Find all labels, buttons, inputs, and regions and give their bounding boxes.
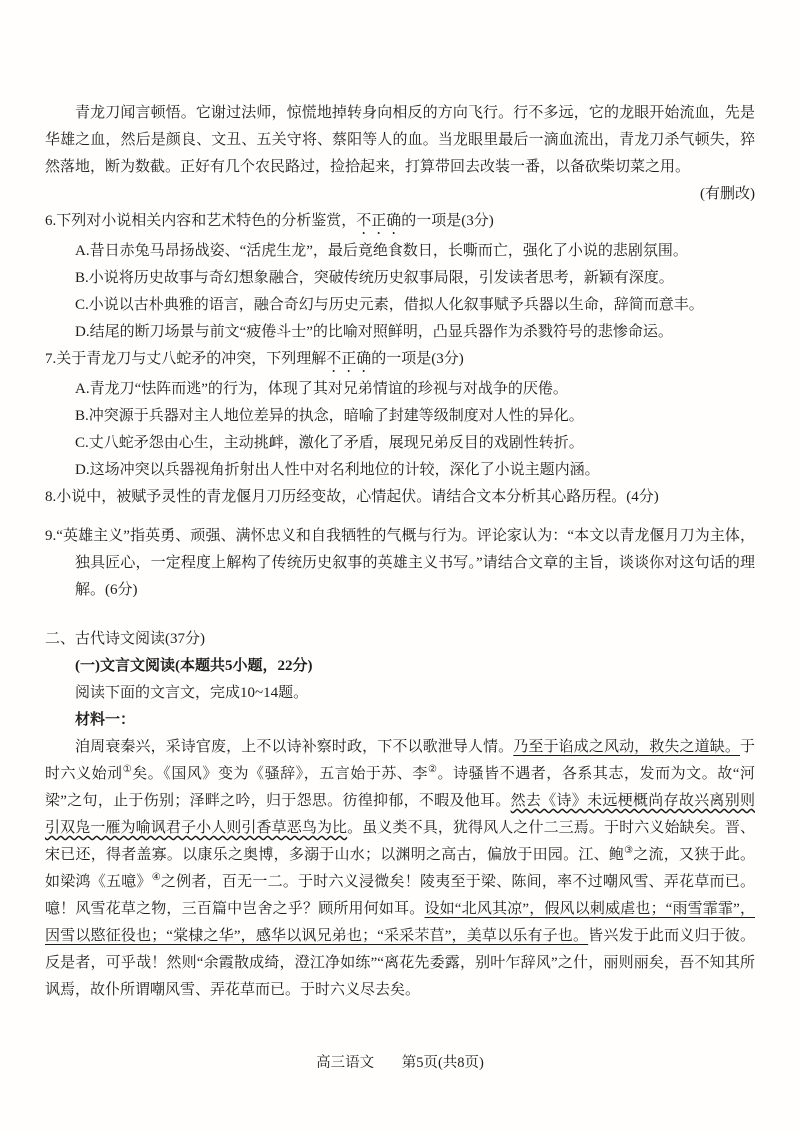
classical-segment: 矣。《国风》变为《骚辞》，五言始于苏、李 <box>132 766 429 782</box>
classical-underlined-segment: 乃至于谄成之风动，救失之道缺。 <box>513 739 740 755</box>
question-6-stem-suffix: 的一项是(3分) <box>401 213 494 229</box>
question-7-option-a: A.青龙刀“怯阵而逃”的行为，体现了其对兄弟情谊的珍视与对战争的厌倦。 <box>75 381 568 397</box>
question-6-option-b: B.小说将历史故事与奇幻想象融合，突破传统历史叙事局限，引发读者思考，新颖有深度。 <box>75 270 674 286</box>
classical-segment: 洎周衰秦兴，采诗官废，上不以诗补察时政，下不以歌泄导人情。 <box>75 739 514 755</box>
footnote-marker-1: ① <box>122 764 133 775</box>
question-6-stem <box>45 208 755 238</box>
classical-segment: 。虽义类不具，犹得风人之什二三焉。于时六义始缺矣。晋、宋已还，得者盖寡。以康乐之奥博，多溺于山水；以渊明之高古，偏放于田园。江、鲍 <box>45 820 755 863</box>
classical-segment: 之流，又狭于此。如梁鸿《五噫》 <box>45 847 755 890</box>
classical-segment: 。诗骚皆不遇者，各系其志，发而为文。故“河梁”之句，止于伤别；泽畔之吟，归于怨思。彷徨抑郁，不暇及他耳。 <box>45 766 755 809</box>
question-6-option-c: C.小说以古朴典雅的语言，融合奇幻与历史元素，借拟人化叙事赋予兵器以生命，辞简而意丰。 <box>75 297 704 313</box>
question-9: 9.“英雄主义”指英勇、顽强、满怀忠义和自我牺牲的气概与行为。评论家认为：“本文以青龙偃月刀为主体，独具匠心，一定程度上解构了传统历史叙事的英雄主义书写。”请结合文章的主旨，谈谈你对这句话的理解。(6分) <box>45 528 755 598</box>
question-7-option-c: C.丈八蛇矛怨由心生，主动挑衅，激化了矛盾，展现兄弟反目的戏剧性转折。 <box>75 435 584 451</box>
footnote-marker-2: ② <box>428 764 438 775</box>
question-8: 8.小说中，被赋予灵性的青龙偃月刀历经变故，心情起伏。请结合文本分析其心路历程。(4分) <box>45 489 659 505</box>
fiction-closing-paragraph: 青龙刀闻言顿悟。它谢过法师，惊慌地掉转身向相反的方向飞行。行不多远，它的龙眼开始流血，先是华雄之血，然后是颜良、文丑、五关守将、蔡阳等人的血。当龙眼里最后一滴血流出，青龙刀杀气顿失，猝然落地，断为数截。正好有几个农民路过，捡拾起来，打算带回去改装一番，以备砍柴切菜之用。 <box>45 105 755 175</box>
question-7-option-d: D.这场冲突以兵器视角折射出人性中对名利地位的计较，深化了小说主题内涵。 <box>75 462 600 478</box>
footer-page-number: 第5页(共8页) <box>401 1055 484 1071</box>
classical-wavy-underlined-segment: 然去《诗》未远梗概尚存故兴离别则引双凫一雁为喻讽君子小人则引香草恶鸟为比 <box>45 793 755 836</box>
footnote-marker-3: ③ <box>624 845 634 856</box>
section-2-instruction: 阅读下面的文言文，完成10~14题。 <box>75 685 309 701</box>
classical-segment: 皆兴发于此而义归于彼。反是者，可乎哉！然则“余霞散成绮，澄江净如练”“离花先委露，别叶乍辞风”之什，丽则丽矣，吾不知其所讽焉，故仆所谓嘲风雪、弄花草而已。于时六义尽去矣。 <box>45 928 755 998</box>
section-2-subheading: (一)文言文阅读(本题共5小题，22分) <box>75 658 313 674</box>
question-7-stem <box>45 346 755 376</box>
footer-course-label: 高三语文 <box>316 1055 375 1071</box>
question-6-stem-prefix: 6.下列对小说相关内容和艺术特色的分析鉴赏， <box>45 213 357 229</box>
section-2-heading: 二、古代诗文阅读(37分) <box>45 631 205 647</box>
question-7-stem-prefix: 7.关于青龙刀与丈八蛇矛的冲突，下列理解 <box>45 351 327 367</box>
fiction-source-note: (有删改) <box>700 186 755 202</box>
classical-underlined-segment: 设如“北风其凉”，假风以刺威虐也；“雨雪霏霏”，因雪以愍征役也；“棠棣之华”，感华以讽兄弟也；“采采芣苢”，美草以乐有子也。 <box>45 901 755 944</box>
classical-segment: 之例者，百无一二。于时六义浸微矣！陵夷至于梁、陈间，率不过嘲风雪、弄花草而已。噫！风雪花草之物，三百篇中岂舍之乎？顾所用何如耳。 <box>45 874 755 917</box>
question-7-stem-suffix: 的一项是(3分) <box>371 351 464 367</box>
question-7-option-b: B.冲突源于兵器对主人地位差异的执念，暗喻了封建等级制度对人性的异化。 <box>75 408 584 424</box>
question-6-option-d: D.结尾的断刀场景与前文“疲倦斗士”的比喻对照鲜明，凸显兵器作为杀戮符号的悲惨命运。 <box>75 324 673 340</box>
question-6-stem-emphasis: 不正确 <box>356 213 402 229</box>
classical-passage <box>45 734 755 1004</box>
classical-segment: 于时六义始刓 <box>45 739 755 782</box>
footnote-marker-4: ④ <box>151 872 161 883</box>
material-1-label: 材料一： <box>75 712 136 728</box>
question-6-option-a: A.昔日赤兔马昂扬战姿、“活虎生龙”，最后竟绝食数日，长嘶而亡，强化了小说的悲剧氛围。 <box>75 243 688 259</box>
question-7-stem-emphasis: 不正确 <box>326 351 372 367</box>
page-footer <box>0 1050 800 1077</box>
